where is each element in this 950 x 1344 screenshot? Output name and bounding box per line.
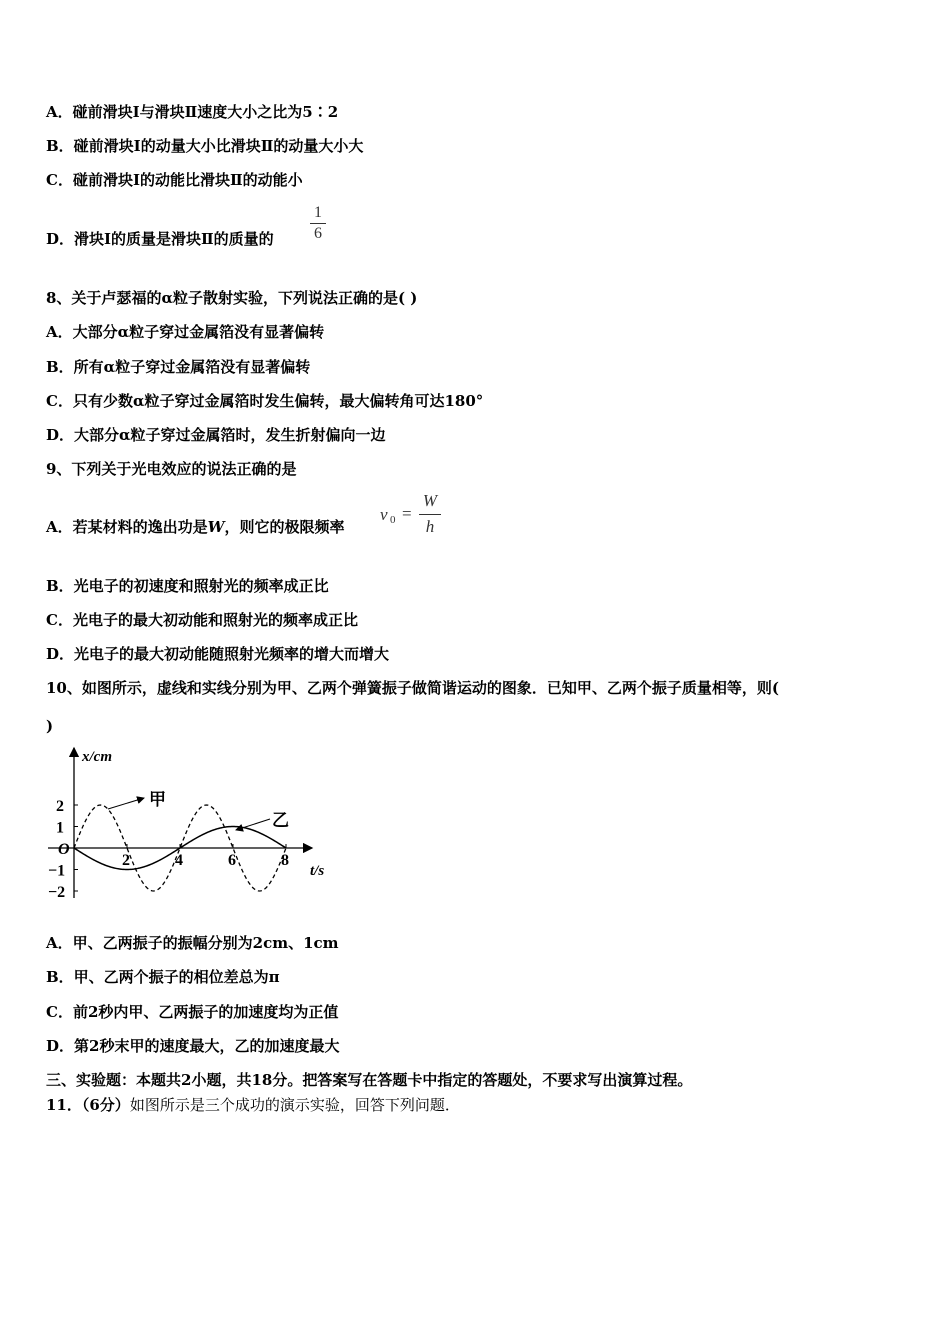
legend-jia: 甲 xyxy=(149,790,166,809)
q8-option-a: A．大部分α粒子穿过金属箔没有显著偏转 xyxy=(46,323,325,341)
q7-fraction-numerator: 1 xyxy=(314,204,322,221)
y-tick-label: 2 xyxy=(56,798,64,815)
legend-yi: 乙 xyxy=(272,811,289,830)
q8-option-b: B．所有α粒子穿过金属箔没有显著偏转 xyxy=(46,358,311,376)
q10-option-a: A．甲、乙两振子的振幅分别为2cm、1cm xyxy=(46,934,339,952)
q11-number: 11．（6分） xyxy=(46,1096,130,1114)
y-tick-label: 1 xyxy=(56,819,64,837)
q7-option-d: D．滑块Ⅰ的质量是滑块Ⅱ的质量的 xyxy=(46,230,274,248)
x-tick-label: 2 xyxy=(122,852,130,869)
formula-denominator: h xyxy=(425,517,435,536)
q8-stem: 8、关于卢瑟福的α粒子散射实验，下列说法正确的是( ) xyxy=(46,289,418,307)
q11-text: 如图所示是三个成功的演示实验，回答下列问题． xyxy=(129,1096,460,1114)
formula-equals: = xyxy=(402,504,412,523)
y-tick-label: −1 xyxy=(48,862,66,880)
formula-numerator: W xyxy=(422,491,438,510)
formula-fraction-bar xyxy=(419,514,441,515)
q10-stem-end: ) xyxy=(46,717,54,735)
q10-option-b: B．甲、乙两个振子的相位差总为π xyxy=(46,968,280,986)
formula-subscript: 0 xyxy=(390,514,396,526)
q9-option-d: D．光电子的最大初动能随照射光频率的增大而增大 xyxy=(46,645,390,663)
x-tick-label: 4 xyxy=(175,852,183,869)
q8-option-c: C．只有少数α粒子穿过金属箔时发生偏转，最大偏转角可达180° xyxy=(46,392,484,410)
y-tick-label: −2 xyxy=(48,884,66,901)
q9-threshold-formula xyxy=(380,493,450,537)
x-axis-label: t/s xyxy=(310,863,325,879)
q9-option-b: B．光电子的初速度和照射光的频率成正比 xyxy=(46,577,329,595)
yi-pointer-arrow xyxy=(236,819,270,830)
q10-option-d: D．第2秒末甲的速度最大，乙的加速度最大 xyxy=(46,1037,340,1055)
jia-pointer-arrow xyxy=(108,798,144,809)
q7-option-b: B．碰前滑块Ⅰ的动量大小比滑块Ⅱ的动量大小大 xyxy=(46,137,364,155)
q10-option-c: C．前2秒内甲、乙两振子的加速度均为正值 xyxy=(46,1003,339,1021)
origin-label: O xyxy=(58,841,70,858)
vibration-graph xyxy=(40,738,340,908)
q7-fraction xyxy=(310,204,326,243)
q11-line xyxy=(46,1095,460,1115)
y-axis-label: x/cm xyxy=(82,749,112,765)
q10-stem: 10、如图所示，虚线和实线分别为甲、乙两个弹簧振子做简谐运动的图象．已知甲、乙两个振子质量相等，则( xyxy=(46,679,779,697)
q9-option-a-post: ，则它的极限频率 xyxy=(224,518,345,536)
q9-stem: 9、下列关于光电效应的说法正确的是 xyxy=(46,460,297,478)
x-tick-label: 8 xyxy=(281,852,289,869)
q7-fraction-denominator: 6 xyxy=(314,225,322,242)
q9-option-a-pre: A．若某材料的逸出功是 xyxy=(46,518,208,536)
formula-v: v xyxy=(380,505,388,524)
q9-option-a xyxy=(46,517,345,537)
q8-option-d: D．大部分α粒子穿过金属箔时，发生折射偏向一边 xyxy=(46,426,386,444)
q9-option-a-w: W xyxy=(207,518,225,536)
q9-option-c: C．光电子的最大初动能和照射光的频率成正比 xyxy=(46,611,358,629)
section-3-heading: 三、实验题：本题共2小题，共18分。把答案写在答题卡中指定的答题处，不要求写出演算过程。 xyxy=(46,1071,693,1089)
q7-option-a: A．碰前滑块Ⅰ与滑块Ⅱ速度大小之比为5∶2 xyxy=(46,103,339,121)
q7-option-c: C．碰前滑块Ⅰ的动能比滑块Ⅱ的动能小 xyxy=(46,171,303,189)
x-tick-label: 6 xyxy=(228,852,236,869)
